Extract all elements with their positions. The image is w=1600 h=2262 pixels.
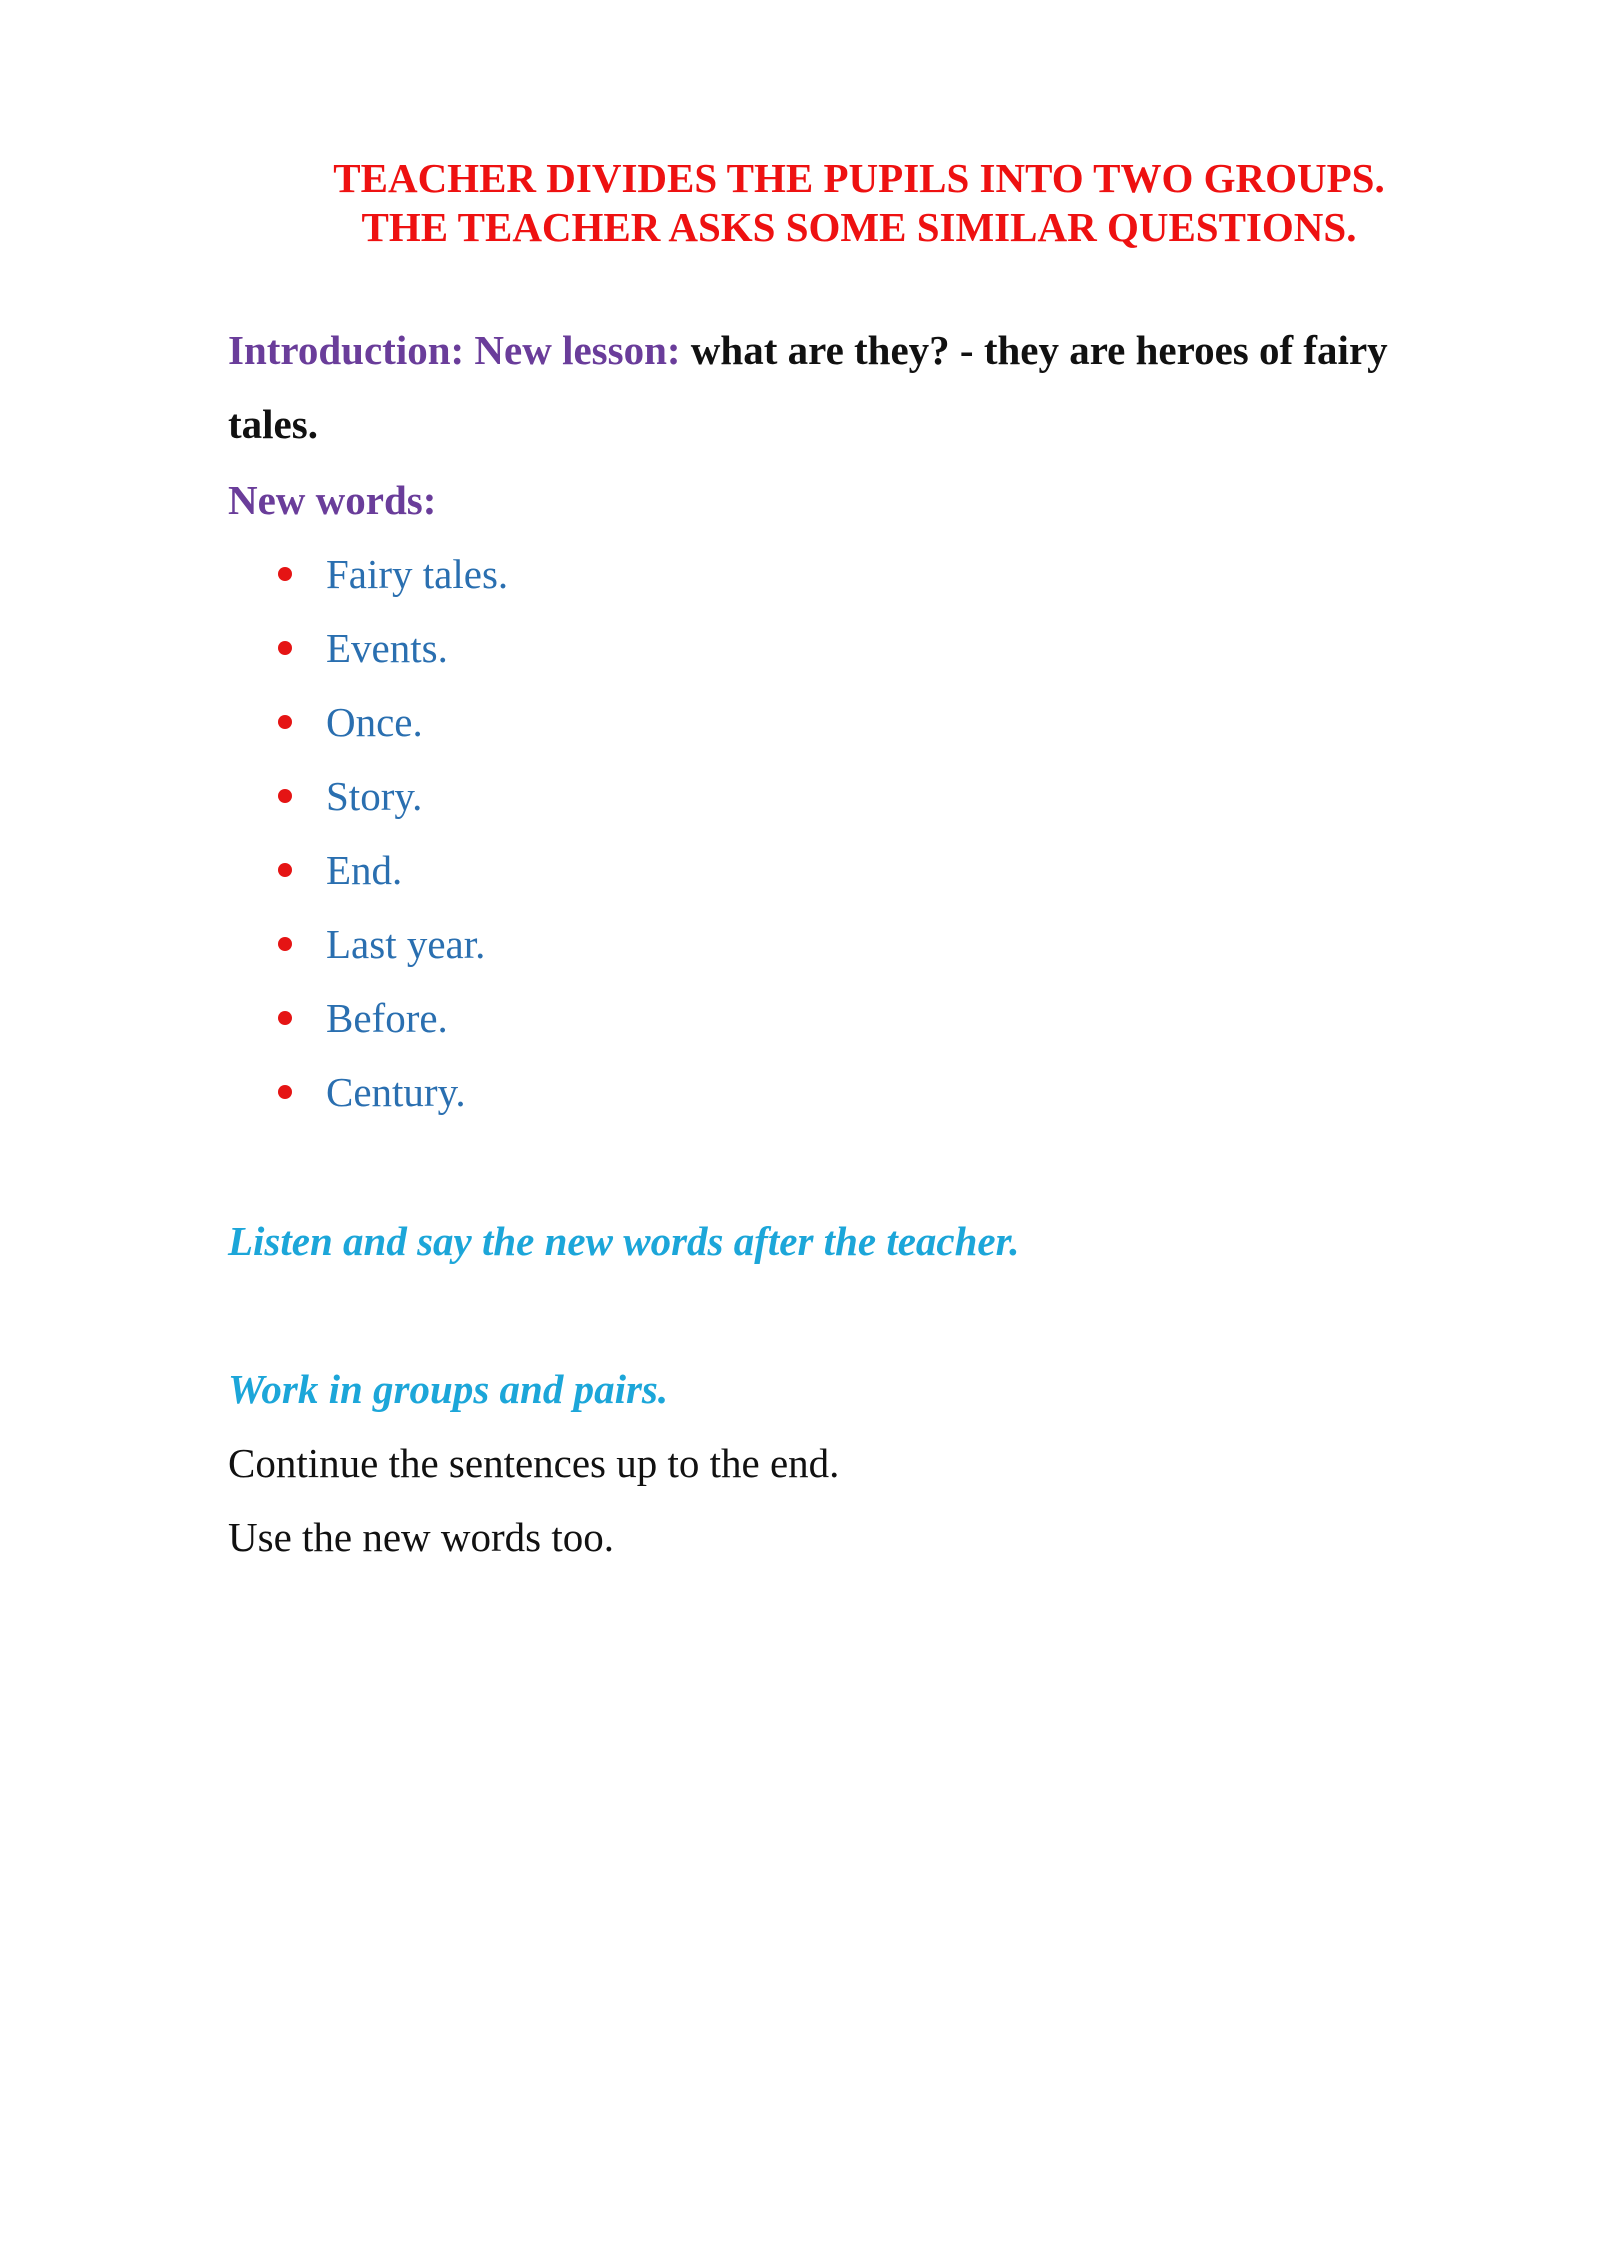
bullet-icon xyxy=(278,1085,292,1099)
bullet-icon xyxy=(278,641,292,655)
bullet-icon xyxy=(278,789,292,803)
list-item xyxy=(228,1063,508,1137)
word-text: Events. xyxy=(326,625,448,671)
word-text: End. xyxy=(326,847,403,893)
intro-text: what are they? - they are heroes of fairy tales. xyxy=(228,327,1388,447)
header-line-1: TEACHER DIVIDES THE PUPILS INTO TWO GROUPS. xyxy=(333,155,1385,201)
word-text: Before. xyxy=(326,995,448,1041)
header-line-2: THE TEACHER ASKS SOME SIMILAR QUESTIONS. xyxy=(361,204,1357,250)
list-item xyxy=(228,693,508,767)
word-text: Story. xyxy=(326,773,423,819)
bullet-icon xyxy=(278,1011,292,1025)
word-text: Fairy tales. xyxy=(326,551,509,597)
list-item xyxy=(228,545,508,619)
list-item xyxy=(228,767,508,841)
bullet-icon xyxy=(278,567,292,581)
word-text: Century. xyxy=(326,1069,466,1115)
list-item xyxy=(228,915,508,989)
intro-label: Introduction: New lesson: xyxy=(228,327,681,373)
list-item xyxy=(228,989,508,1063)
word-text: Last year. xyxy=(326,921,486,967)
bullet-icon xyxy=(278,937,292,951)
continue-sentence: Continue the sentences up to the end. xyxy=(228,1440,840,1486)
bullet-icon xyxy=(278,863,292,877)
new-words-list xyxy=(228,545,508,1137)
intro-paragraph xyxy=(228,313,1478,461)
bullet-icon xyxy=(278,715,292,729)
work-instruction: Work in groups and pairs. xyxy=(228,1366,669,1412)
new-words-heading: New words: xyxy=(228,477,437,523)
list-item xyxy=(228,841,508,915)
list-item xyxy=(228,619,508,693)
listen-instruction: Listen and say the new words after the teacher. xyxy=(228,1218,1020,1264)
word-text: Once. xyxy=(326,699,423,745)
use-words-sentence: Use the new words too. xyxy=(228,1514,615,1560)
